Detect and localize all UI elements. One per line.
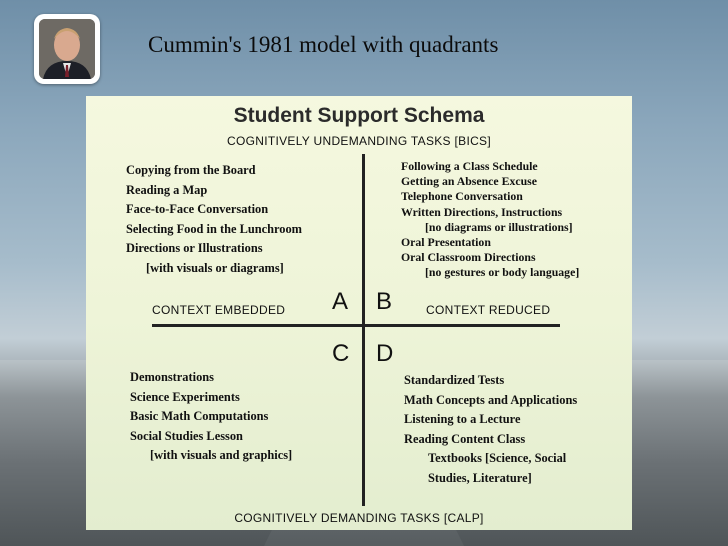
list-item: Textbooks [Science, Social [428, 451, 567, 465]
presenter-photo-image [39, 19, 95, 79]
list-item: Reading Content Class [404, 431, 526, 446]
quadrant-d-list [404, 371, 577, 488]
quadrant-letter-d: D [376, 340, 394, 367]
list-item: Selecting Food in the Lunchroom [126, 221, 303, 236]
bottom-axis-label: COGNITIVELY DEMANDING TASKS [CALP] [234, 511, 484, 525]
presenter-photo [34, 14, 100, 84]
list-item: Oral Classroom Directions [401, 250, 536, 265]
list-item: Studies, Literature] [428, 470, 532, 485]
list-item: Social Studies Lesson [130, 428, 243, 443]
list-item: [with visuals or diagrams] [146, 260, 284, 275]
list-item: [no gestures or body language] [425, 265, 580, 280]
list-item: Face-to-Face Conversation [126, 202, 269, 216]
student-support-schema [86, 96, 632, 530]
quadrant-letter-a: A [332, 288, 349, 315]
schema-title: Student Support Schema [233, 104, 485, 127]
list-item: Reading a Map [126, 182, 208, 197]
top-axis-label: COGNITIVELY UNDEMANDING TASKS [BICS] [227, 134, 491, 148]
list-item: Written Directions, Instructions [401, 204, 563, 219]
list-item: Science Experiments [130, 389, 240, 404]
list-item: Oral Presentation [401, 235, 491, 250]
slide-title: Cummin's 1981 model with quadrants [148, 32, 499, 57]
quadrant-letter-c: C [332, 340, 350, 367]
list-item: [with visuals and graphics] [150, 448, 293, 462]
list-item: Math Concepts and Applications [404, 392, 578, 407]
quadrant-letter-b: B [376, 288, 393, 315]
vertical-axis [362, 154, 365, 506]
presenter-portrait-icon [39, 19, 95, 79]
right-axis-label: CONTEXT REDUCED [426, 303, 551, 317]
list-item: Standardized Tests [404, 373, 505, 387]
list-item: Listening to a Lecture [404, 412, 521, 426]
list-item: Copying from the Board [126, 163, 256, 177]
quadrant-a-list [126, 161, 302, 278]
quadrant-c-list [130, 368, 292, 466]
list-item: [no diagrams or illustrations] [425, 219, 573, 234]
list-item: Demonstrations [130, 370, 214, 384]
list-item: Getting an Absence Excuse [401, 174, 537, 189]
list-item: Directions or Illustrations [126, 241, 263, 255]
list-item: Basic Math Computations [130, 409, 269, 423]
list-item: Telephone Conversation [401, 189, 523, 204]
horizontal-axis [152, 324, 560, 327]
list-item: Following a Class Schedule [401, 159, 538, 173]
left-axis-label: CONTEXT EMBEDDED [152, 303, 286, 317]
quadrant-b-list [401, 159, 579, 281]
